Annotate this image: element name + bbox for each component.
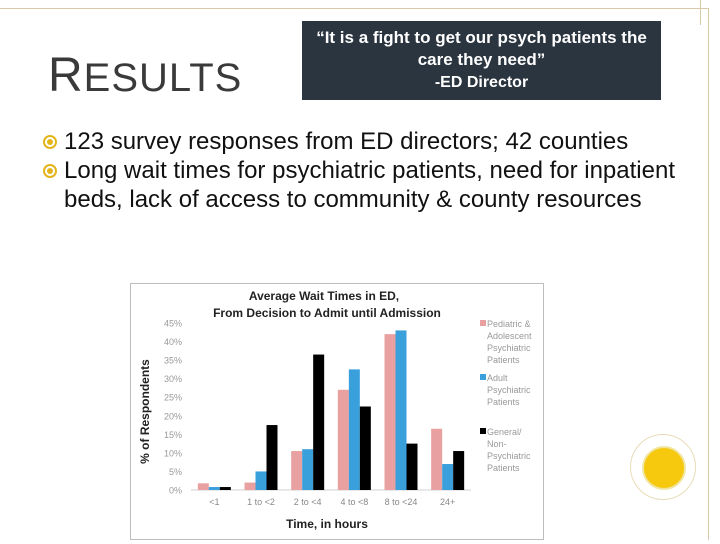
x-tick-label: 4 to <8 <box>340 497 369 507</box>
wait-times-chart <box>131 284 543 539</box>
y-tick-label: 10% <box>163 448 182 459</box>
legend-label: General/ <box>487 427 522 437</box>
x-tick-label: <1 <box>209 497 220 507</box>
x-tick-label: 24+ <box>440 497 456 507</box>
quote-box <box>302 21 661 100</box>
bar <box>302 449 313 490</box>
bar <box>267 425 278 490</box>
x-tick-label: 8 to <24 <box>384 497 418 507</box>
y-tick-label: 20% <box>163 411 182 422</box>
bullet-list <box>40 127 680 214</box>
bar <box>431 429 442 490</box>
bar <box>442 464 453 490</box>
legend-label: Adult <box>487 373 508 383</box>
bullet-item <box>40 127 680 156</box>
legend-label: Psychiatric <box>487 451 531 461</box>
legend-swatch <box>480 320 486 326</box>
legend-swatch <box>480 428 486 434</box>
y-tick-label: 25% <box>163 392 182 403</box>
y-tick-label: 40% <box>163 337 182 348</box>
bullet-icon <box>43 135 57 149</box>
quote-text: “It is a fight to get our psych patients the care they need” <box>316 28 647 69</box>
bar <box>349 369 360 490</box>
bullet-icon <box>43 164 57 178</box>
quote-attribution: -ED Director <box>434 74 529 91</box>
legend-label: Psychiatric <box>487 385 531 395</box>
bullet-text: Long wait times for psychiatric patients, need for inpatient beds, lack of access to community & county resources <box>64 157 675 213</box>
bar <box>291 451 302 490</box>
decorative-circle <box>642 446 686 490</box>
legend-label: Patients <box>487 463 520 473</box>
bar <box>209 487 220 490</box>
y-tick-label: 30% <box>163 374 182 385</box>
title-initial: R <box>48 49 84 102</box>
y-tick-label: 35% <box>163 355 182 366</box>
bar <box>360 407 371 491</box>
bar <box>256 471 267 490</box>
bar <box>338 390 349 490</box>
x-axis-label: Time, in hours <box>286 517 368 531</box>
legend-swatch <box>480 374 486 380</box>
top-rule <box>0 8 708 9</box>
title-rest: ESULTS <box>83 56 243 100</box>
x-tick-label: 1 to <2 <box>247 497 275 507</box>
x-tick-label: 2 to <4 <box>293 497 322 507</box>
bullet-item <box>40 156 680 214</box>
bar <box>407 444 418 490</box>
y-axis-label: % of Respondents <box>138 359 152 464</box>
bar <box>198 483 209 490</box>
bar <box>396 330 407 490</box>
legend-label: Adolescent <box>487 331 532 341</box>
legend-label: Patients <box>487 355 520 365</box>
corner-rule <box>700 0 701 25</box>
slide-title <box>48 48 242 103</box>
right-rule <box>708 8 709 540</box>
y-tick-label: 15% <box>163 429 182 440</box>
chart-frame <box>130 283 544 540</box>
y-tick-label: 45% <box>163 318 182 329</box>
y-tick-label: 0% <box>168 485 182 496</box>
bar <box>220 487 231 490</box>
bar <box>385 334 396 490</box>
bar <box>453 451 464 490</box>
bar <box>313 355 324 490</box>
bar <box>245 483 256 490</box>
y-tick-label: 5% <box>168 466 182 477</box>
chart-title: Average Wait Times in ED, <box>248 289 400 303</box>
legend-label: Non- <box>487 439 507 449</box>
chart-subtitle: From Decision to Admit until Admission <box>213 306 441 320</box>
legend-label: Psychiatric <box>487 343 531 353</box>
bullet-text: 123 survey responses from ED directors; 42 counties <box>64 128 629 155</box>
legend-label: Pediatric & <box>487 319 531 329</box>
legend-label: Patients <box>487 397 520 407</box>
